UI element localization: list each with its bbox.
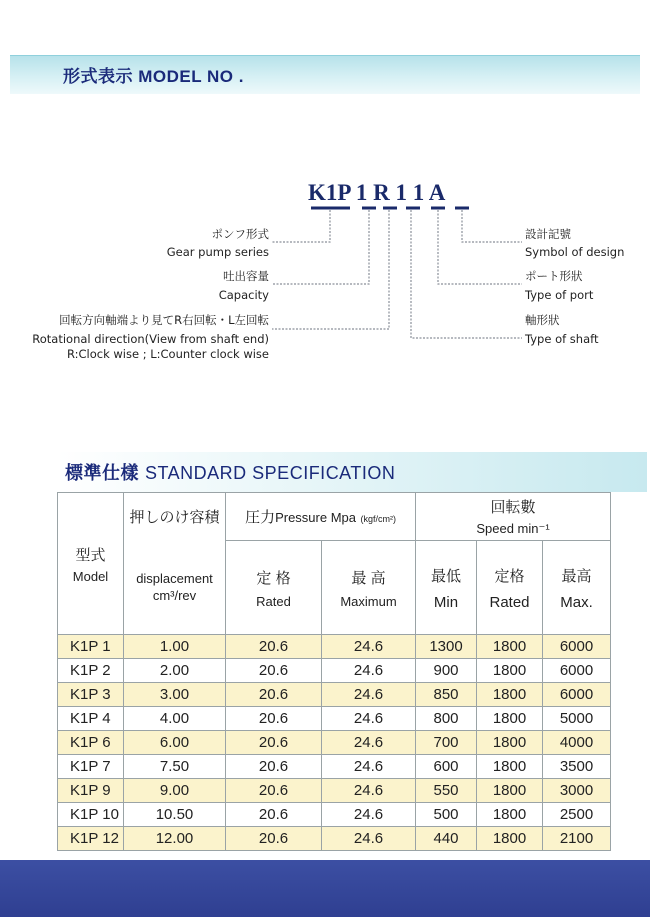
header-rated-en: Rated xyxy=(256,593,291,609)
cell-smax: 6000 xyxy=(543,659,611,683)
cell-min: 850 xyxy=(416,683,477,707)
page-title: 形式表示 MODEL NO . xyxy=(63,67,244,86)
header-disp-jp: 押しのけ容積 xyxy=(124,493,226,541)
cell-rated: 20.6 xyxy=(226,731,322,755)
label-rotation-en: Rotational direction(View from shaft end) xyxy=(32,332,269,346)
header-model-en: Model xyxy=(72,568,109,584)
table-row xyxy=(58,731,611,755)
label-design-en: Symbol of design xyxy=(525,245,625,259)
cell-srated: 1800 xyxy=(477,683,543,707)
label-capacity-en: Capacity xyxy=(218,288,269,302)
label-port-jp: ポート形狀 xyxy=(525,269,583,283)
label-design-jp: 設計記號 xyxy=(525,227,571,241)
cell-srated: 1800 xyxy=(477,779,543,803)
code-part-shaft: 1 xyxy=(395,180,408,205)
spec-title xyxy=(65,459,395,485)
code-part-port: 1 xyxy=(412,180,425,205)
spec-title-en: STANDARD SPECIFICATION xyxy=(145,463,396,483)
footer-band xyxy=(0,860,650,917)
code-part-rotation: R xyxy=(373,180,390,205)
cell-disp: 6.00 xyxy=(124,731,226,755)
cell-srated: 1800 xyxy=(477,635,543,659)
cell-rated: 20.6 xyxy=(226,707,322,731)
label-rotation-jp: 回転方向軸端より見てR右回転・L左回転 xyxy=(59,313,269,327)
header-pressure-en: Pressure Mpa xyxy=(275,510,356,525)
cell-max: 24.6 xyxy=(322,803,416,827)
cell-smax: 6000 xyxy=(543,635,611,659)
cell-srated: 1800 xyxy=(477,731,543,755)
header-speed-min xyxy=(416,541,477,635)
cell-model: K1P 7 xyxy=(58,755,124,779)
cell-disp: 10.50 xyxy=(124,803,226,827)
cell-disp: 3.00 xyxy=(124,683,226,707)
cell-rated: 20.6 xyxy=(226,659,322,683)
cell-model: K1P 12 xyxy=(58,827,124,851)
cell-smax: 3500 xyxy=(543,755,611,779)
cell-srated: 1800 xyxy=(477,707,543,731)
label-series-jp: ポンフ形式 xyxy=(211,227,269,241)
cell-min: 900 xyxy=(416,659,477,683)
cell-srated: 1800 xyxy=(477,755,543,779)
cell-min: 440 xyxy=(416,827,477,851)
code-part-series: K1P xyxy=(308,180,351,205)
header-pressure xyxy=(226,493,416,541)
cell-model: K1P 3 xyxy=(58,683,124,707)
header-pressure-prefix: 圧力 xyxy=(245,509,276,526)
header-pressure-unit: (kgf/cm²) xyxy=(360,514,396,524)
cell-model: K1P 10 xyxy=(58,803,124,827)
header-speed-max xyxy=(543,541,611,635)
cell-smax: 5000 xyxy=(543,707,611,731)
header-srated-jp: 定格 xyxy=(494,567,525,585)
cell-rated: 20.6 xyxy=(226,779,322,803)
cell-smax: 6000 xyxy=(543,683,611,707)
table-row xyxy=(58,755,611,779)
table-row xyxy=(58,707,611,731)
header-rated xyxy=(226,541,322,635)
cell-rated: 20.6 xyxy=(226,803,322,827)
cell-min: 700 xyxy=(416,731,477,755)
header-speed-jp: 回転數 xyxy=(490,499,536,516)
header-model-jp: 型式 xyxy=(75,546,106,564)
label-shaft-jp: 軸形狀 xyxy=(525,313,560,327)
header-rated-jp: 定 格 xyxy=(256,569,291,587)
cell-smax: 2100 xyxy=(543,827,611,851)
table-row xyxy=(58,683,611,707)
spec-title-jp: 標準仕樣 xyxy=(65,463,139,483)
label-port-en: Type of port xyxy=(525,288,594,302)
header-max-en: Maximum xyxy=(340,593,397,609)
cell-model: K1P 6 xyxy=(58,731,124,755)
header-max-jp: 最 高 xyxy=(351,569,386,587)
cell-min: 550 xyxy=(416,779,477,803)
cell-disp: 4.00 xyxy=(124,707,226,731)
header-speed-en: Speed min⁻¹ xyxy=(476,521,550,536)
header-smax-jp: 最高 xyxy=(561,567,592,585)
cell-model: K1P 4 xyxy=(58,707,124,731)
code-part-design: A xyxy=(428,180,446,205)
cell-max: 24.6 xyxy=(322,635,416,659)
cell-smax: 3000 xyxy=(543,779,611,803)
cell-srated: 1800 xyxy=(477,827,543,851)
cell-disp: 9.00 xyxy=(124,779,226,803)
table-row xyxy=(58,827,611,851)
label-rotation-en2: R:Clock wise ; L:Counter clock wise xyxy=(66,347,269,361)
cell-min: 600 xyxy=(416,755,477,779)
code-part-capacity: 1 xyxy=(355,180,368,205)
header-speed xyxy=(416,493,611,541)
cell-smax: 4000 xyxy=(543,731,611,755)
cell-max: 24.6 xyxy=(322,827,416,851)
header-smax-en: Max. xyxy=(560,593,593,611)
cell-disp: 12.00 xyxy=(124,827,226,851)
cell-model: K1P 9 xyxy=(58,779,124,803)
cell-rated: 20.6 xyxy=(226,683,322,707)
header-disp-unit: cm³/rev xyxy=(152,588,197,604)
cell-smax: 2500 xyxy=(543,803,611,827)
cell-srated: 1800 xyxy=(477,803,543,827)
table-row xyxy=(58,779,611,803)
header-srated-en: Rated xyxy=(489,593,530,611)
label-series-en: Gear pump series xyxy=(166,245,269,259)
cell-srated: 1800 xyxy=(477,659,543,683)
table-row xyxy=(58,803,611,827)
header-min-en: Min xyxy=(433,593,459,611)
header-min-jp: 最低 xyxy=(431,567,462,585)
table-row xyxy=(58,635,611,659)
cell-rated: 20.6 xyxy=(226,755,322,779)
header-model xyxy=(58,493,124,635)
cell-disp: 7.50 xyxy=(124,755,226,779)
header-speed-rated xyxy=(477,541,543,635)
cell-disp: 2.00 xyxy=(124,659,226,683)
label-capacity-jp: 吐出容量 xyxy=(223,269,269,283)
cell-model: K1P 1 xyxy=(58,635,124,659)
cell-max: 24.6 xyxy=(322,731,416,755)
header-disp-en: displacement cm³/rev xyxy=(124,541,226,635)
cell-max: 24.6 xyxy=(322,755,416,779)
cell-model: K1P 2 xyxy=(58,659,124,683)
cell-rated: 20.6 xyxy=(226,635,322,659)
cell-max: 24.6 xyxy=(322,707,416,731)
cell-disp: 1.00 xyxy=(124,635,226,659)
table-row xyxy=(58,659,611,683)
cell-max: 24.6 xyxy=(322,779,416,803)
cell-rated: 20.6 xyxy=(226,827,322,851)
header-max xyxy=(322,541,416,635)
cell-max: 24.6 xyxy=(322,659,416,683)
spec-table xyxy=(57,492,611,851)
label-shaft-en: Type of shaft xyxy=(525,332,599,346)
cell-min: 800 xyxy=(416,707,477,731)
cell-min: 500 xyxy=(416,803,477,827)
cell-min: 1300 xyxy=(416,635,477,659)
cell-max: 24.6 xyxy=(322,683,416,707)
